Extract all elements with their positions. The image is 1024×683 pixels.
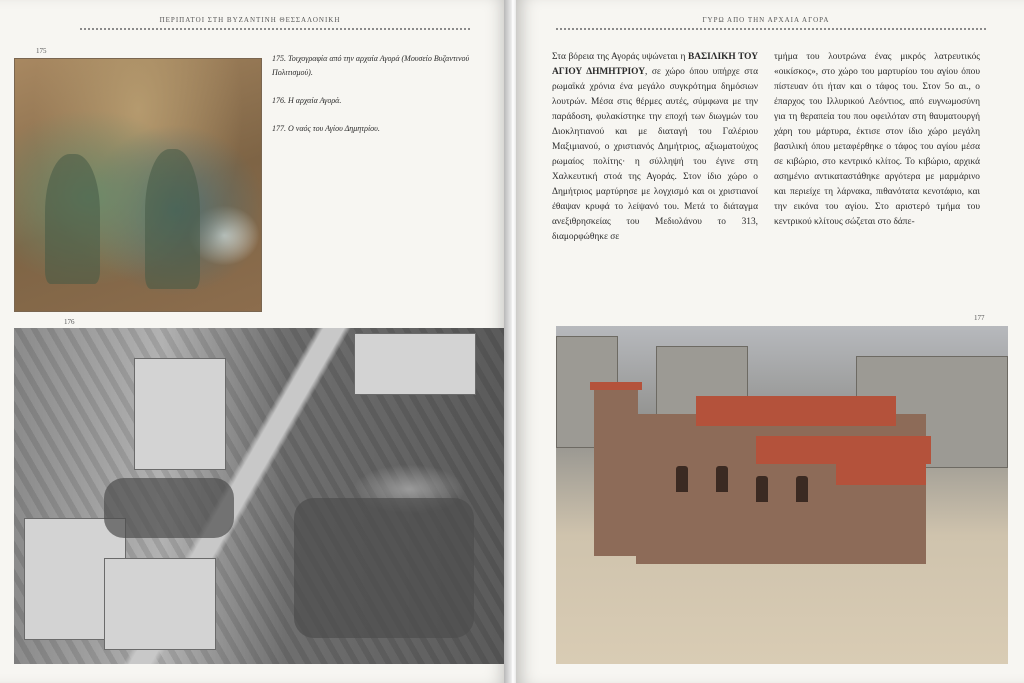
caption-177: 177. Ο ναός του Αγίου Δημητρίου.	[272, 124, 380, 133]
figure-number-175: 175	[36, 47, 47, 55]
dotted-rule-left	[80, 28, 470, 30]
basilica-title: ΒΑΣΙΛΙΚΗ ΤΟΥ ΑΓΙΟΥ ΔΗΜΗΤΡΙΟΥ	[552, 52, 758, 77]
figure-captions	[272, 52, 472, 150]
text-body-2: τμήμα του λουτρώνα ένας μικρός λατρευτικός «οικίσκος», στο χώρο του μαρτυρίου του αγίου όπου πίστευαν ότι ήταν και ο τάφος του. Στον 5ο αι., ο έπαρχος του Ιλλυρικού Λεόντιος, από ευγνωμοσύνη για τη θεραπεία του που οφειλόταν στη θαυματουργή χάρη του μάρτυρα, έκτισε στον ίδιο χώρο μεγάλη βασιλική όπου μεταφέρθηκε ο τάφος του αγίου μέσα σε κιβώριο, στο κεντρικό κλίτος. Το κιβώριο, αρχικά ασημένιο αντικαταστάθηκε αργότερα με μαρμάρινο και περιείχε τη λάρνακα, πιθανότατα κενοτάφιο, και την εικόνα του αγίου. Στο αριστερό τμήμα του κεντρικού κλίτους σώζεται στο δάπε-	[774, 52, 980, 227]
page-number-177: 177	[974, 314, 985, 322]
text-intro: Στα βόρεια της Αγοράς υψώνεται η	[552, 52, 686, 62]
running-head-right: ΓΥΡΩ ΑΠΟ ΤΗΝ ΑΡΧΑΙΑ ΑΓΟΡΑ	[702, 16, 830, 24]
church-photo-agios-dimitrios	[556, 326, 1008, 664]
running-head-left: ΠΕΡΙΠΑΤΟΙ ΣΤΗ ΒΥΖΑΝΤΙΝΗ ΘΕΣΣΑΛΟΝΙΚΗ	[159, 16, 341, 24]
dotted-rule-right	[556, 28, 986, 30]
text-body-1: , σε χώρο όπου υπήρχε στα ρωμαϊκά χρόνια ένα μεγάλο συγκρότημα δημόσιων λουτρών. Μέσα στις θέρμες αυτές, σύμφωνα με την παράδοση, φυλακίστηκε την εποχή των διωγμών του Διοκλητιανού και με διαταγή του Γαλέριου Μαξιμιανού, ο χριστιανός Δημήτριος, αξιωματούχος ρωμαίος πολίτης· η σύλληψή του έγινε στη Χαλκευτική στοά της Αγοράς. Στον ίδιο χώρο ο Δημήτριος μαρτύρησε με λογχισμό και οι χριστιανοί έθαψαν κρυφά το λείψανό του. Μετά το διάταγμα ανεξιθρησκείας του Μεδιολάνου το 313, διαμορφώθηκε σε	[552, 67, 758, 242]
right-page	[516, 0, 1024, 683]
caption-176: 176. Η αρχαία Αγορά.	[272, 96, 342, 105]
left-page	[0, 0, 508, 683]
aerial-photo-agora	[14, 328, 508, 664]
figure-number-176: 176	[64, 318, 75, 326]
text-column-1	[552, 50, 758, 245]
fresco-photo	[14, 58, 262, 312]
caption-175: 175. Τοιχογραφία από την αρχαία Αγορά (Μουσείο Βυζαντινού Πολιτισμού).	[272, 54, 470, 77]
text-column-2	[774, 50, 980, 230]
